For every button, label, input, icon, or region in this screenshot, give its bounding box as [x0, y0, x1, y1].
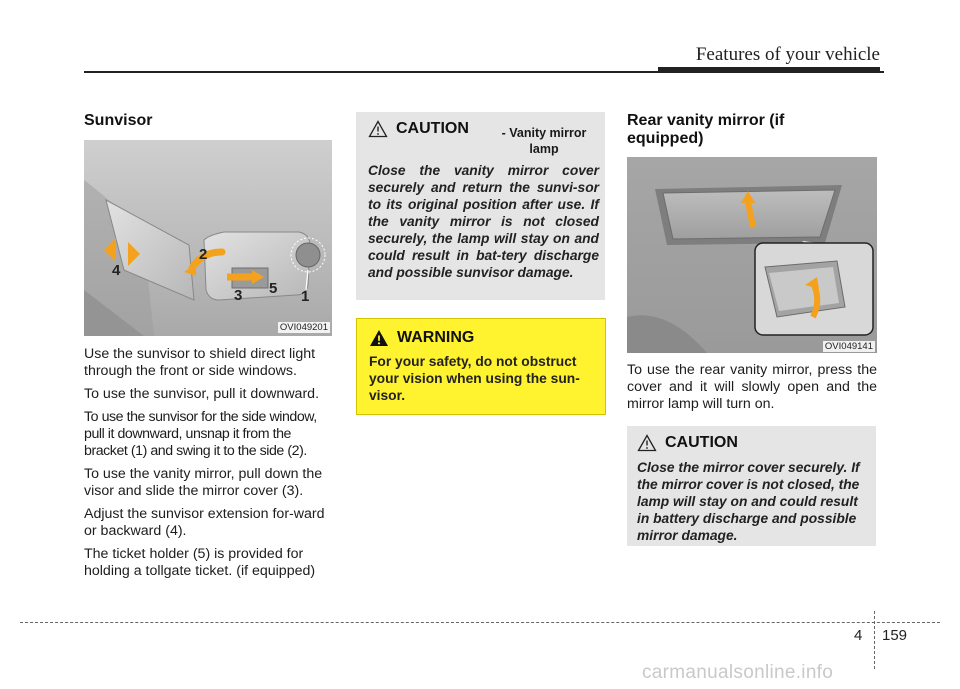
- caution-heading: CAUTION: [396, 120, 469, 137]
- footer-rule: [20, 622, 940, 623]
- warning-heading-row: [369, 329, 474, 347]
- header-rule-accent: [658, 67, 880, 73]
- warning-body: For your safety, do not obstruct your vision when using the sun-visor.: [369, 354, 580, 403]
- sunvisor-photo: [84, 140, 332, 336]
- sunvisor-body: [84, 346, 334, 586]
- paragraph: Adjust the sunvisor extension for-ward or backward (4).: [84, 506, 325, 539]
- sunvisor-illustration: [84, 140, 332, 336]
- sunvisor-title: Sunvisor: [84, 112, 153, 129]
- warning-heading: WARNING: [397, 329, 475, 346]
- paragraph: The ticket holder (5) is provided for holding a tollgate ticket. (if equipped): [84, 546, 316, 579]
- caution-heading-row: [637, 434, 738, 452]
- paragraph: To use the rear vanity mirror, press the cover and it will slowly open and the mirror lamp will turn on.: [627, 362, 877, 412]
- callout-1: 1: [301, 288, 310, 305]
- callout-3: 3: [234, 287, 243, 304]
- warning-triangle-filled-icon: [369, 329, 389, 347]
- caution-rear-box: [627, 426, 876, 546]
- page-number: 159: [882, 627, 908, 644]
- callout-2: 2: [199, 246, 208, 263]
- paragraph: Use the sunvisor to shield direct light through the front or side windows.: [84, 346, 316, 379]
- caution-subheading: - Vanity mirror lamp: [501, 126, 587, 156]
- caution-vanity-box: [356, 112, 605, 300]
- warning-triangle-outline-icon: [368, 120, 388, 138]
- warning-box: [356, 318, 606, 415]
- rear-mirror-illustration: [627, 157, 877, 353]
- footer-divider: [874, 611, 875, 669]
- caution-body: Close the mirror cover securely. If the mirror cover is not closed, the lamp will stay on and could result in battery discharge and possible mirror damage.: [637, 460, 860, 543]
- header-title: Features of your vehicle: [695, 44, 880, 65]
- image-id: OVI049141: [824, 341, 873, 352]
- image-id: OVI049201: [279, 322, 328, 333]
- callout-4: 4: [112, 262, 121, 279]
- rear-mirror-body: [627, 362, 877, 419]
- rear-mirror-title: Rear vanity mirror (if equipped): [627, 112, 785, 147]
- watermark: carmanualsonline.info: [642, 662, 834, 683]
- chapter-number: 4: [854, 627, 863, 644]
- rear-mirror-photo: [627, 157, 877, 353]
- callout-5: 5: [269, 280, 278, 297]
- caution-heading: CAUTION: [665, 434, 738, 451]
- caution-body: Close the vanity mirror cover securely and return the sunvi-sor to its original position after use. If the vanity mirror is not closed securely, the lamp will stay on and could result in bat-tery discharge and possible sunvisor damage.: [368, 163, 599, 280]
- paragraph: To use the sunvisor, pull it downward.: [84, 386, 320, 402]
- paragraph: To use the vanity mirror, pull down the visor and slide the mirror cover (3).: [84, 466, 323, 499]
- paragraph: To use the sunvisor for the side window, pull it downward, unsnap it from the bracket (1) and swing it to the side (2).: [84, 409, 317, 459]
- warning-triangle-outline-icon: [637, 434, 657, 452]
